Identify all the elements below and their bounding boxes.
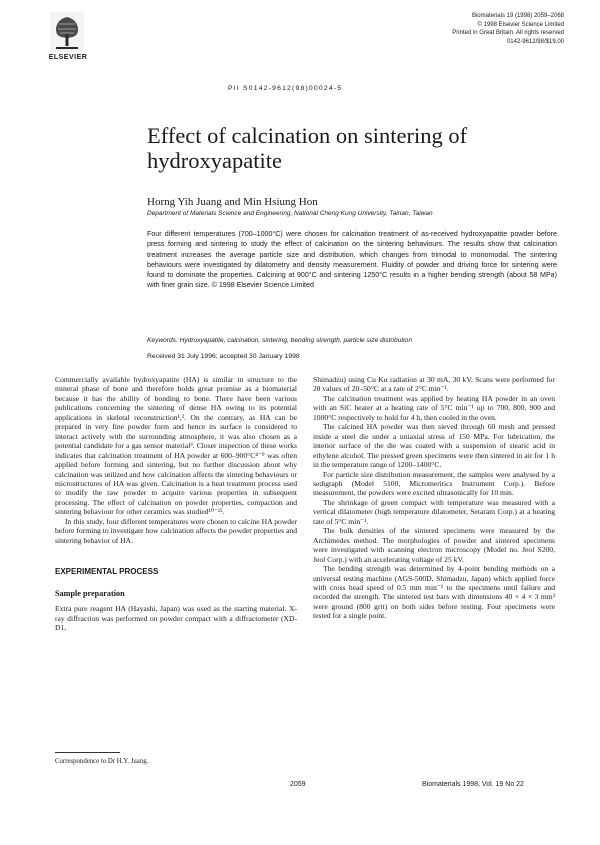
journal-volume-line: Biomaterials 19 (1998) 2059–2068 — [471, 13, 564, 19]
journal-citation: Biomaterials 1998, Vol. 19 No 22 — [422, 781, 524, 788]
page-number: 2059 — [290, 781, 306, 788]
received-date: Received 31 July 1996; accepted 30 January 1998 — [147, 353, 300, 360]
intro-paragraph: In this study, four different temperatures were chosen to calcine HA powder before forming to investigate how calcination affects the powder properties and sintering behavior of HA. — [55, 516, 297, 545]
footnote: Correspondence to Dr H.Y. Juang. — [55, 758, 149, 765]
body-paragraph: The bulk densities of the sintered specimens were measured by the Archimedes method. The morphologies of powder and sintered specimens were investigated with scanning electron microscopy (Model no. Jeol S200, Jeol Corp.) with an accelerating voltage of 25 kV. — [313, 526, 555, 564]
pii-code: PII S0142-9612(98)00024-5 — [228, 85, 343, 92]
subsection-heading: Sample preparation — [55, 588, 125, 598]
article-title: Effect of calcination on sintering of hydroxyapatite — [147, 123, 468, 173]
affiliation: Department of Materials Science and Engineering, National Cheng Kung University, Tainan, Taiwan — [147, 210, 433, 217]
copyright-line: © 1998 Elsevier Science Limited — [477, 21, 564, 28]
body-paragraph: The shrinkage of green compact with temperature was measured with a vertical dilatometer (high temperature dilatometer, Setaram Corp.) at a heating rate of 5°C min⁻¹. — [313, 497, 555, 526]
body-paragraph: The calcination treatment was applied by heating HA powder in an oven with an SiC heater at a heating rate of 5°C min⁻¹ up to 700, 800, 900 and 1000°C respectively to hold for 4 h, then cooled in the oven. — [313, 393, 555, 422]
body-paragraph: The calcined HA powder was then sieved through 60 mesh and pressed inside a steel die under a uniaxial stress of 150 MPa. For lubrication, the interior surface of the die was coated with a suspension of stearic acid in ethylene alcohol. The pressed green specimens were then sintered in air for 1 h in the temperature range of 1200–1400°C. — [313, 422, 555, 470]
issn-line: 0142-9612/98/$19.00 — [506, 38, 564, 45]
section-heading: EXPERIMENTAL PROCESS — [55, 567, 159, 577]
intro-paragraph: Commercially available hydroxyapatite (HA) is similar in structure to the mineral phase of bone and therefore holds great promise as a biomaterial because it has the ability of bonding to bone. There have been various publications concerning the sintering of dense HA owing to its potential applications in skeletal reconstruction¹,². On the contrary, as HA can be prepared in very fine powder form and hence its surface is considered to interact actively with the surrounding atmosphere, it was also chosen as a potential candidate for a gas sensor material³. Closer inspection of these works indicates that calcination treatment of HA powder at 600–900°C⁴⁻⁹ was often applied before forming and sintering, but no further discussion about why calcination was utilized and how calcination affects the sintering behaviours or microstructures of HA was given. Calcination is a heat treatment process used to modify the raw powder to acquire various properties in subsequent processing. The effect of calcination on powder properties, compaction and sintering behaviour for other ceramics was studied¹⁰⁻¹⁵. — [55, 375, 297, 517]
abstract: Four different temperatures (700–1000°C) were chosen for calcination treatment of as-received hydroxyapatite powder before press forming and sintering to study the effect of calcination on the sintering behaviours. The results show that calcination treatment increases the average particle size and distribution, which changes from trimodal to monomodal. The sintering behaviours were investigated by dilatometry and density measurement. Fluidity of powder and driving force for sintering were found to dominate the properties. Calcining at 900°C and sintering 1250°C results in a higher bending strength (about 58 MPa) with finer grain size. © 1998 Elsevier Science Limited — [147, 230, 557, 290]
body-paragraph: Shimadzu) using Cu Kα radiation at 30 mA, 30 kV. Scans were performed for 2θ values of 20–50°C at a rate of 2°C min⁻¹. — [313, 375, 555, 394]
experimental-paragraph: Extra pure reagent HA (Hayashi, Japan) was used as the starting material. X-ray diffraction was performed on powder compact with a diffractometer (XD-D1, — [55, 604, 297, 632]
footnote-divider — [55, 752, 120, 753]
publisher-name: ELSEVIER — [48, 54, 88, 61]
body-column-left — [55, 375, 297, 632]
body-paragraph: For particle size distribution measurement, the samples were analysed by a sedigraph (Model 5100, Micromeritics Instrument Corp.). Before measurement, the powders were excited ultrasonically for 10 min. — [313, 469, 555, 498]
body-column-right — [313, 375, 555, 621]
elsevier-tree-logo — [50, 12, 84, 52]
printed-line: Printed in Great Britain. All rights reserved — [452, 30, 564, 37]
keywords: Keywords: Hydroxyapatite, calcination, sintering, bending strength, particle size distribution — [147, 337, 412, 344]
authors: Horng Yih Juang and Min Hsiung Hon — [147, 196, 318, 208]
body-paragraph: The bending strength was determined by 4-point bending methods on a universal testing machine (AGS-500D, Shimadzu, Japan) which applied force with cross head speed of 0.5 mm min⁻¹ to the specimens until failure and recorded the strength. The sintered test bars with dimensions 40 × 4 × 3 mm³ were ground (800 grit) on both sides before testing. Four specimens were tested for a single point. — [313, 564, 555, 621]
journal-info — [416, 12, 564, 46]
